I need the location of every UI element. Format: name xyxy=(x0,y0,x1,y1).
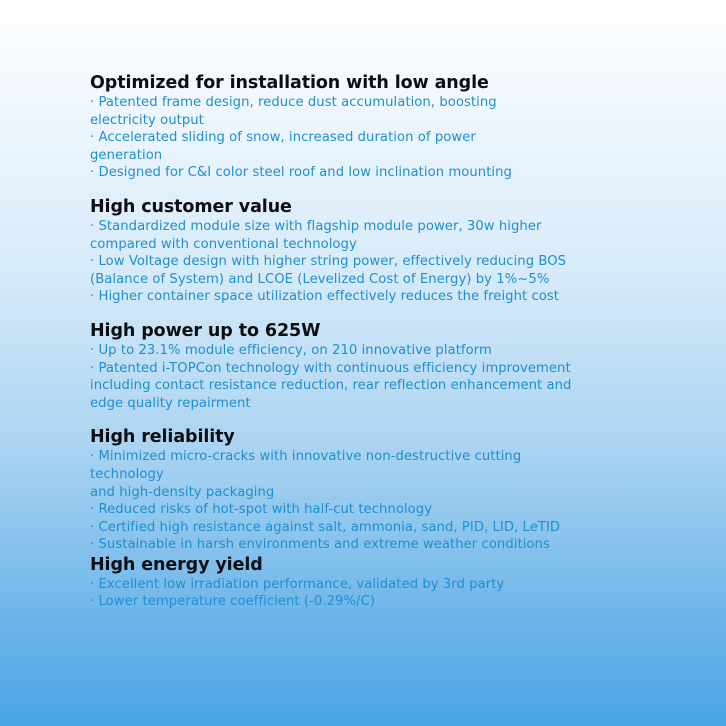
section-heading: High reliability xyxy=(90,427,235,448)
bullet-line: · Sustainable in harsh environments and extreme weather conditions xyxy=(90,537,550,553)
bullet-line: · Minimized micro-cracks with innovative non-destructive cutting xyxy=(90,449,522,465)
section-heading: High power up to 625W xyxy=(90,320,321,341)
bullet-item xyxy=(90,253,710,288)
bullet-item xyxy=(90,360,710,413)
bullet-item xyxy=(90,593,710,611)
bullet-item xyxy=(90,536,710,554)
bullet-line: electricity output xyxy=(90,112,204,128)
bullet-line: and high-density packaging xyxy=(90,484,275,500)
section-heading: High customer value xyxy=(90,196,292,217)
bullet-item xyxy=(90,218,710,253)
bullet-line: · Low Voltage design with higher string power, effectively reducing BOS xyxy=(90,254,567,270)
bullet-item xyxy=(90,164,710,182)
bullet-line: generation xyxy=(90,147,163,163)
bullet-line: · Reduced risks of hot-spot with half-cut technology xyxy=(90,502,433,518)
bullet-line: · Higher container space utilization effectively reduces the freight cost xyxy=(90,289,560,305)
bullet-line: including contact resistance reduction, rear reflection enhancement and xyxy=(90,378,572,394)
bullet-line: · Patented frame design, reduce dust accumulation, boosting xyxy=(90,95,497,110)
bullet-line: edge quality repairment xyxy=(90,395,251,411)
section-reliability xyxy=(90,426,710,554)
bullet-line: · Excellent low irradiation performance, validated by 3rd party xyxy=(90,576,505,592)
bullet-item xyxy=(90,288,710,306)
section-heading: Optimized for installation with low angle xyxy=(90,73,489,93)
bullet-item xyxy=(90,342,710,360)
bullet-item xyxy=(90,519,710,537)
section-low-angle xyxy=(90,72,710,182)
bullet-line: compared with conventional technology xyxy=(90,236,357,252)
bullet-line: · Lower temperature coefficient (-0.29%/C) xyxy=(90,594,375,610)
bullet-line: · Accelerated sliding of snow, increased duration of power xyxy=(90,130,476,146)
section-energy-yield xyxy=(90,554,710,611)
bullet-line: · Standardized module size with flagship module power, 30w higher xyxy=(90,218,542,234)
bullet-item xyxy=(90,94,710,129)
bullet-line: technology xyxy=(90,466,164,482)
bullet-line: · Patented i-TOPCon technology with continuous efficiency improvement xyxy=(90,360,571,376)
bullet-line: · Up to 23.1% module efficiency, on 210 innovative platform xyxy=(90,342,492,358)
bullet-item xyxy=(90,501,710,519)
bullet-item xyxy=(90,448,710,501)
section-heading: High energy yield xyxy=(90,554,263,575)
section-customer-value xyxy=(90,196,710,306)
bullet-line: (Balance of System) and LCOE (Levelized Cost of Energy) by 1%~5% xyxy=(90,271,550,287)
bullet-item xyxy=(90,129,710,164)
bullet-item xyxy=(90,576,710,594)
bullet-line: · Certified high resistance against salt, ammonia, sand, PID, LID, LeTID xyxy=(90,519,561,535)
feature-list xyxy=(90,72,710,625)
section-high-power xyxy=(90,320,710,412)
bullet-line: · Designed for C&I color steel roof and low inclination mounting xyxy=(90,165,512,181)
